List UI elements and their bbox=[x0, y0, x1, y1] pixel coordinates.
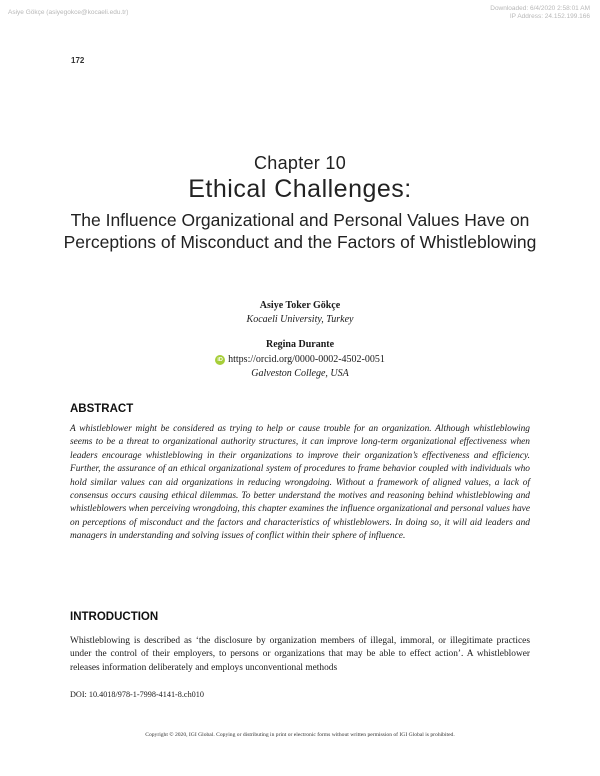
orcid-link[interactable] bbox=[215, 353, 385, 367]
orcid-icon: iD bbox=[215, 355, 225, 365]
author-affiliation: Kocaeli University, Turkey bbox=[246, 314, 354, 325]
ip-address: IP Address: 24.152.199.166 bbox=[509, 13, 590, 20]
download-watermark-user: Asiye Gökçe (asiyegokce@kocaeli.edu.tr) bbox=[8, 9, 129, 16]
abstract-heading: ABSTRACT bbox=[70, 403, 134, 415]
author-block-2 bbox=[0, 338, 600, 381]
chapter-subtitle: The Influence Organizational and Personal Values Have on Perceptions of Misconduct and the Factors of Whistleblowing bbox=[63, 210, 537, 252]
page-number: 172 bbox=[71, 56, 85, 65]
chapter-label: Chapter 10 bbox=[253, 153, 347, 173]
introduction-text: Whistleblowing is described as ‘the disclosure by organization members of illegal, immoral, or illegitimate practices under the control of their employers, to persons or organizations that may be able to effect action’. A whistleblower releases information deliberately and employs unconventional methods bbox=[70, 636, 530, 673]
download-watermark-info bbox=[490, 5, 590, 21]
author-name: Regina Durante bbox=[265, 339, 335, 350]
abstract-text: A whistleblower might be considered as trying to help or cause trouble for an organization. Although whistleblowing seems to be a threat to organizational authority structures, it can improve long-term organizational effectiveness when leaders encourage whistleblowing in their organizations to improve their organization’s effectiveness and efficiency. Further, the assurance of an ethical organizational system of procedures to frame behavior coupled with individuals who hold similar values can aid organizations in reducing wrongdoing. Without a framework of aligned values, a lack of consensus occurs causing ethical dilemmas. To better understand the motives and reasoning behind whistleblowing and whistleblowers when perceiving wrongdoing, this chapter examines the influence organizational and personal values have on perceptions of misconduct and the factors and characteristics of whistleblowers. In doing so, it will aid leaders and managers in understanding and solving issues of conflict within their sphere of influence. bbox=[70, 424, 530, 542]
download-date: Downloaded: 6/4/2020 2:58:01 AM bbox=[490, 5, 590, 12]
chapter-title: Ethical Challenges: bbox=[188, 175, 412, 203]
copyright-notice: Copyright © 2020, IGI Global. Copying or distributing in print or electronic forms without written permission of IGI Global is prohibited. bbox=[145, 732, 455, 738]
introduction-heading: INTRODUCTION bbox=[70, 611, 159, 623]
orcid-url[interactable]: https://orcid.org/0000-0002-4502-0051 bbox=[228, 354, 385, 365]
author-affiliation: Galveston College, USA bbox=[251, 368, 349, 379]
doi: DOI: 10.4018/978-1-7998-4141-8.ch010 bbox=[70, 690, 204, 699]
author-block-1 bbox=[0, 299, 600, 327]
author-name: Asiye Toker Gökçe bbox=[259, 300, 341, 311]
